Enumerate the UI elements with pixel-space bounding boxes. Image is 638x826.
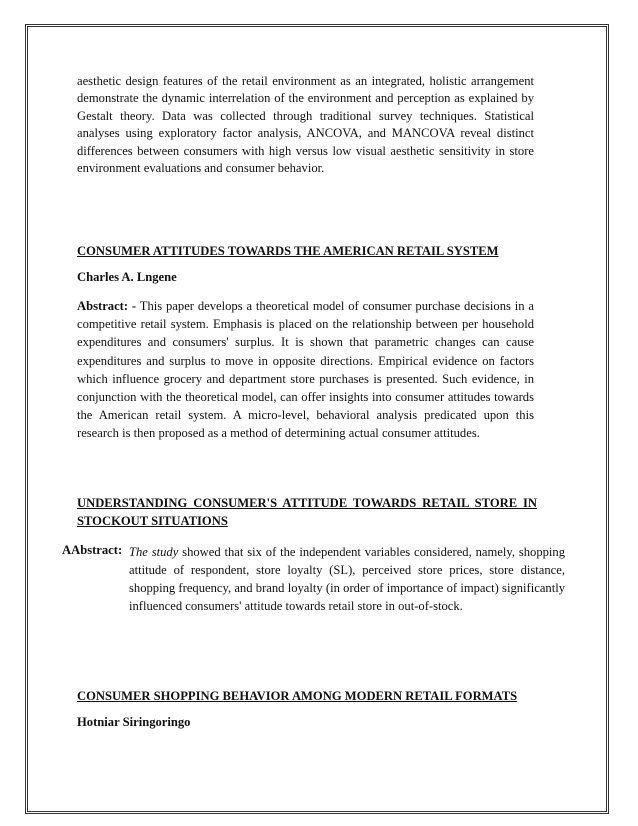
section1-author: Charles A. Lngene	[77, 270, 177, 284]
section1-abstract-label: Abstract: -	[77, 299, 137, 313]
section2-title-line1: UNDERSTANDING CONSUMER'S ATTITUDE TOWARDS RETAIL STORE IN	[77, 496, 537, 510]
section3-author: Hotniar Siringoringo	[77, 715, 191, 729]
section2-abstract-text: showed that six of the independent variables considered, namely, shopping attitude of respondent, store loyalty (SL), perceived store prices, store distance, shopping frequency, and brand loyalty (in order of importance of impact) significantly influenced consumers' attitude towards retail store in out-of-stock.	[129, 545, 566, 613]
section3-title: CONSUMER SHOPPING BEHAVIOR AMONG MODERN RETAIL FORMATS	[77, 689, 518, 703]
section1-abstract	[77, 297, 534, 443]
top-paragraph: aesthetic design features of the retail environment as an integrated, holistic arrangement demonstrate the dynamic interrelation of the environment and perception as explained by Gestalt theory. Data was collected through traditional survey techniques. Statistical analyses using exploratory factor analysis, ANCOVA, and MANCOVA reveal distinct differences between consumers with high versus low visual aesthetic sensitivity in store environment evaluations and consumer behavior.	[77, 74, 534, 176]
section1-abstract-text: This paper develops a theoretical model of consumer purchase decisions in a competitive retail system. Emphasis is placed on the relationship between per household expenditures and consumers' surplus. It is shown that parametric changes can cause expenditures and surplus to move in opposite directions. Empirical evidence on factors which influence grocery and department store purchases is presented. Such evidence, in conjunction with the theoretical model, can offer insights into consumer attitudes towards the American retail system. A micro-level, behavioral analysis predicated upon this research is then proposed as a method of determining actual consumer attitudes.	[77, 299, 535, 441]
section2-title-line2: STOCKOUT SITUATIONS	[77, 514, 228, 528]
section1-title: CONSUMER ATTITUDES TOWARDS THE AMERICAN RETAIL SYSTEM	[77, 244, 499, 258]
section2-abstract	[129, 543, 565, 615]
section2-abstract-italic: The study	[129, 545, 179, 559]
section2-title	[77, 494, 537, 530]
section2-abstract-label: AAbstract:	[62, 543, 123, 557]
